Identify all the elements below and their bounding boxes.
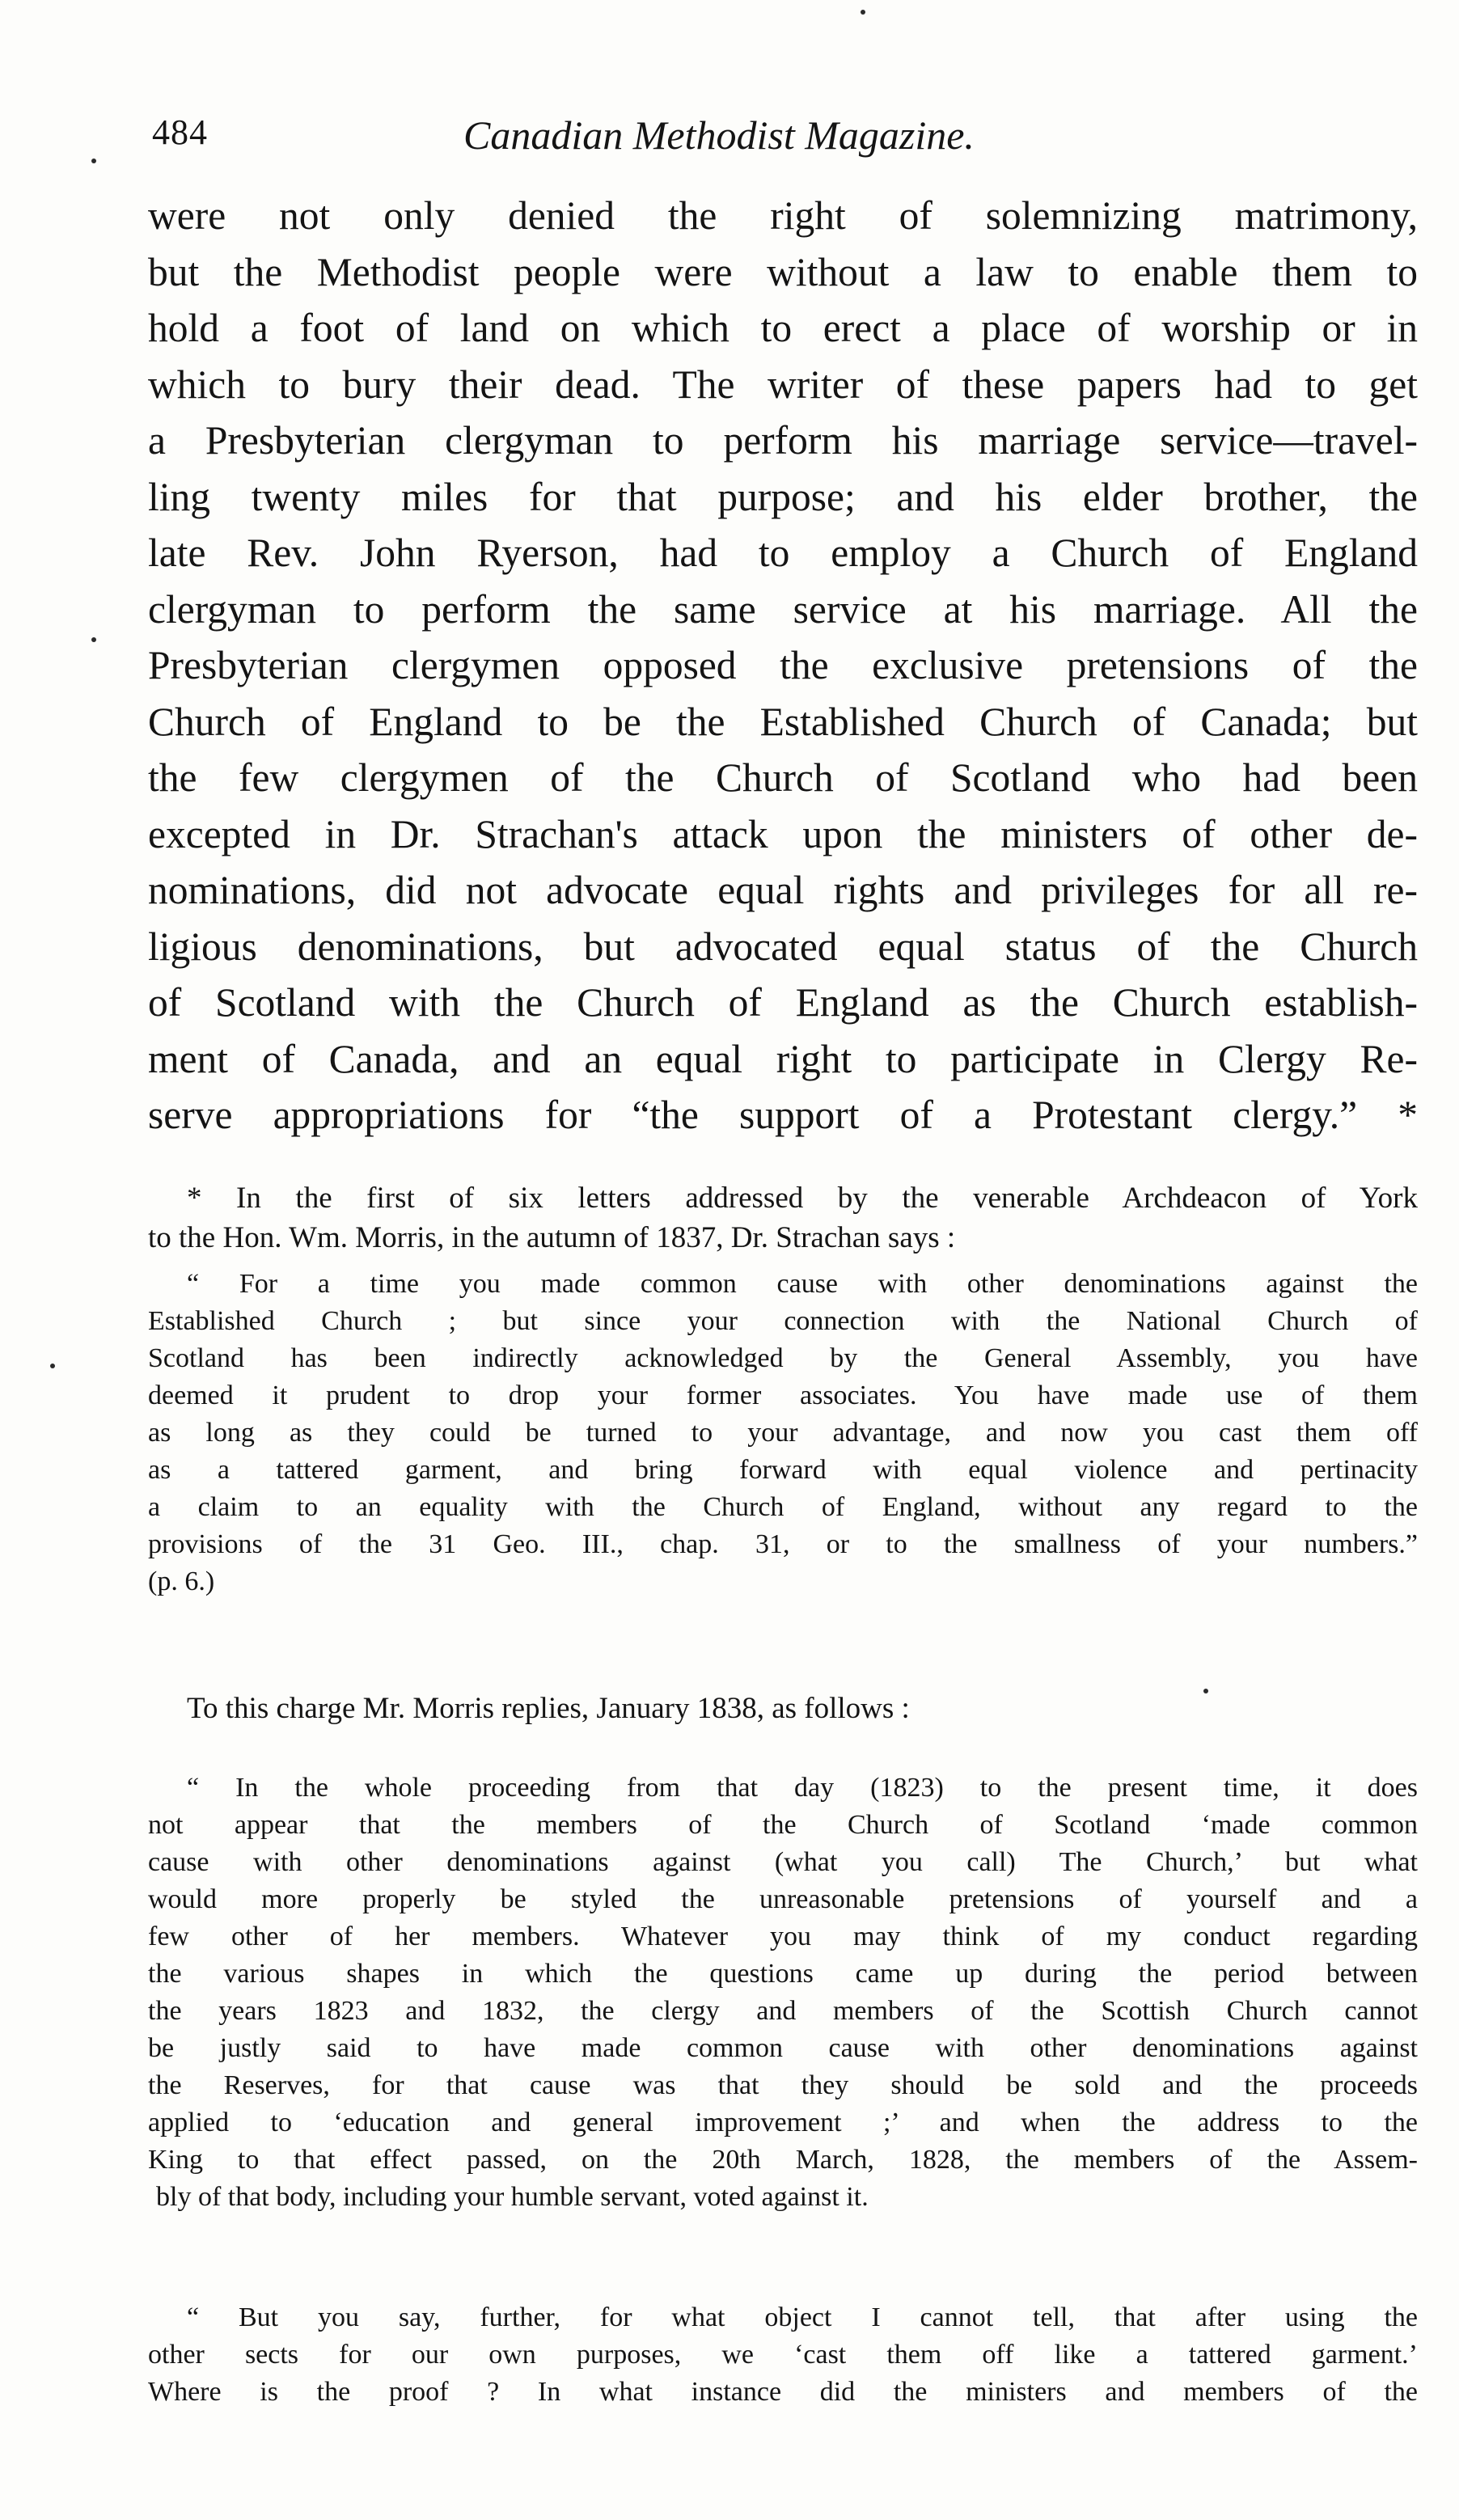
running-title: Canadian Methodist Magazine. — [463, 112, 975, 158]
body-line: clergyman to perform the same service at his marriage. All the — [148, 586, 1418, 632]
quote-line: other sects for our own purposes, we ‘cast them off like a tattered garment.’ — [148, 2340, 1418, 2370]
quote-line: as a tattered garment, and bring forward with equal violence and pertinacity — [148, 1455, 1418, 1485]
body-line: but the Methodist people were without a law to enable them to — [148, 249, 1418, 294]
quote-line: (p. 6.) — [148, 1567, 215, 1596]
body-line: ment of Canada, and an equal right to participate in Clergy Re- — [148, 1036, 1418, 1081]
quote-line: Established Church ; but since your connection with the National Church of — [148, 1306, 1418, 1336]
print-speck — [861, 10, 865, 15]
body-line: the few clergymen of the Church of Scotland who had been — [148, 755, 1418, 800]
quote-line: “ But you say, further, for what object I cannot tell, that after using the — [187, 2302, 1418, 2332]
quote-line: bly of that body, including your humble servant, voted against it. — [156, 2182, 869, 2212]
body-line: Presbyterian clergymen opposed the exclusive pretensions of the — [148, 643, 1418, 687]
quote-line: cause with other denominations against (what you call) The Church,’ but what — [148, 1847, 1418, 1877]
body-line: ling twenty miles for that purpose; and his elder brother, the — [148, 474, 1418, 519]
quote-line: few other of her members. Whatever you may think of my conduct regarding — [148, 1922, 1418, 1951]
footnote-intro — [148, 1178, 1418, 1258]
quote-line: deemed it prudent to drop your former associates. You have made use of them — [148, 1381, 1418, 1410]
quote-line: be justly said to have made common cause with other denominations against — [148, 2033, 1418, 2063]
print-speck — [1203, 1689, 1208, 1693]
quote-line: Scotland has been indirectly acknowledged by the General Assembly, you have — [148, 1343, 1418, 1373]
body-line: were not only denied the right of solemnizing matrimony, — [148, 193, 1418, 238]
body-line: late Rev. John Ryerson, had to employ a Church of England — [148, 531, 1418, 575]
morris-quote — [148, 1769, 1418, 2216]
body-line: hold a foot of land on which to erect a place of worship or in — [148, 306, 1418, 350]
footnote-line: To this charge Mr. Morris replies, January 1838, as follows : — [187, 1692, 910, 1725]
quote-line: not appear that the members of the Church of Scotland ‘made common — [148, 1810, 1418, 1840]
quote-line: a claim to an equality with the Church of England, without any regard to the — [148, 1492, 1418, 1522]
quote-line: provisions of the 31 Geo. III., chap. 31, or to the smallness of your numbers.” — [148, 1529, 1418, 1559]
quote-line: would more properly be styled the unreasonable pretensions of yourself and a — [148, 1884, 1418, 1914]
quote-line: as long as they could be turned to your advantage, and now you cast them off — [148, 1418, 1418, 1448]
print-speck — [91, 637, 96, 642]
body-line: excepted in Dr. Strachan's attack upon the ministers of other de- — [148, 811, 1418, 856]
body-line: Church of England to be the Established Church of Canada; but — [148, 699, 1418, 744]
page-header — [152, 112, 1300, 168]
print-speck — [50, 1364, 55, 1368]
body-line: serve appropriations for “the support of a Protestant clergy.” * — [148, 1093, 1418, 1137]
main-body-text — [148, 188, 1418, 1144]
body-line: nominations, did not advocate equal rights and privileges for all re- — [148, 868, 1418, 912]
quote-line: the years 1823 and 1832, the clergy and members of the Scottish Church cannot — [148, 1996, 1418, 2026]
quote-line: King to that effect passed, on the 20th March, 1828, the members of the Assem- — [148, 2145, 1418, 2175]
morris-reply-intro — [148, 1689, 1418, 1728]
quote-line: “ In the whole proceeding from that day (1823) to the present time, it does — [187, 1773, 1418, 1803]
morris-quote-continued — [148, 2299, 1418, 2411]
quote-line: the various shapes in which the questions came up during the period between — [148, 1959, 1418, 1989]
body-line: a Presbyterian clergyman to perform his marriage service—travel- — [148, 418, 1418, 463]
footnote-line: * In the first of six letters addressed by the venerable Archdeacon of York — [187, 1182, 1418, 1215]
quote-line: applied to ‘education and general improvement ;’ and when the address to the — [148, 2108, 1418, 2137]
quote-line: Where is the proof ? In what instance did the ministers and members of the — [148, 2377, 1418, 2407]
body-line: which to bury their dead. The writer of these papers had to get — [148, 362, 1418, 407]
footnote-line: to the Hon. Wm. Morris, in the autumn of 1837, Dr. Strachan says : — [148, 1221, 956, 1254]
page-number: 484 — [152, 112, 208, 152]
strachan-quote — [148, 1266, 1418, 1600]
body-line: ligious denominations, but advocated equal status of the Church — [148, 924, 1418, 969]
body-line: of Scotland with the Church of England as the Church establish- — [148, 980, 1418, 1025]
quote-line: the Reserves, for that cause was that they should be sold and the proceeds — [148, 2070, 1418, 2100]
quote-line: “ For a time you made common cause with other denominations against the — [187, 1269, 1418, 1299]
print-speck — [91, 159, 96, 163]
